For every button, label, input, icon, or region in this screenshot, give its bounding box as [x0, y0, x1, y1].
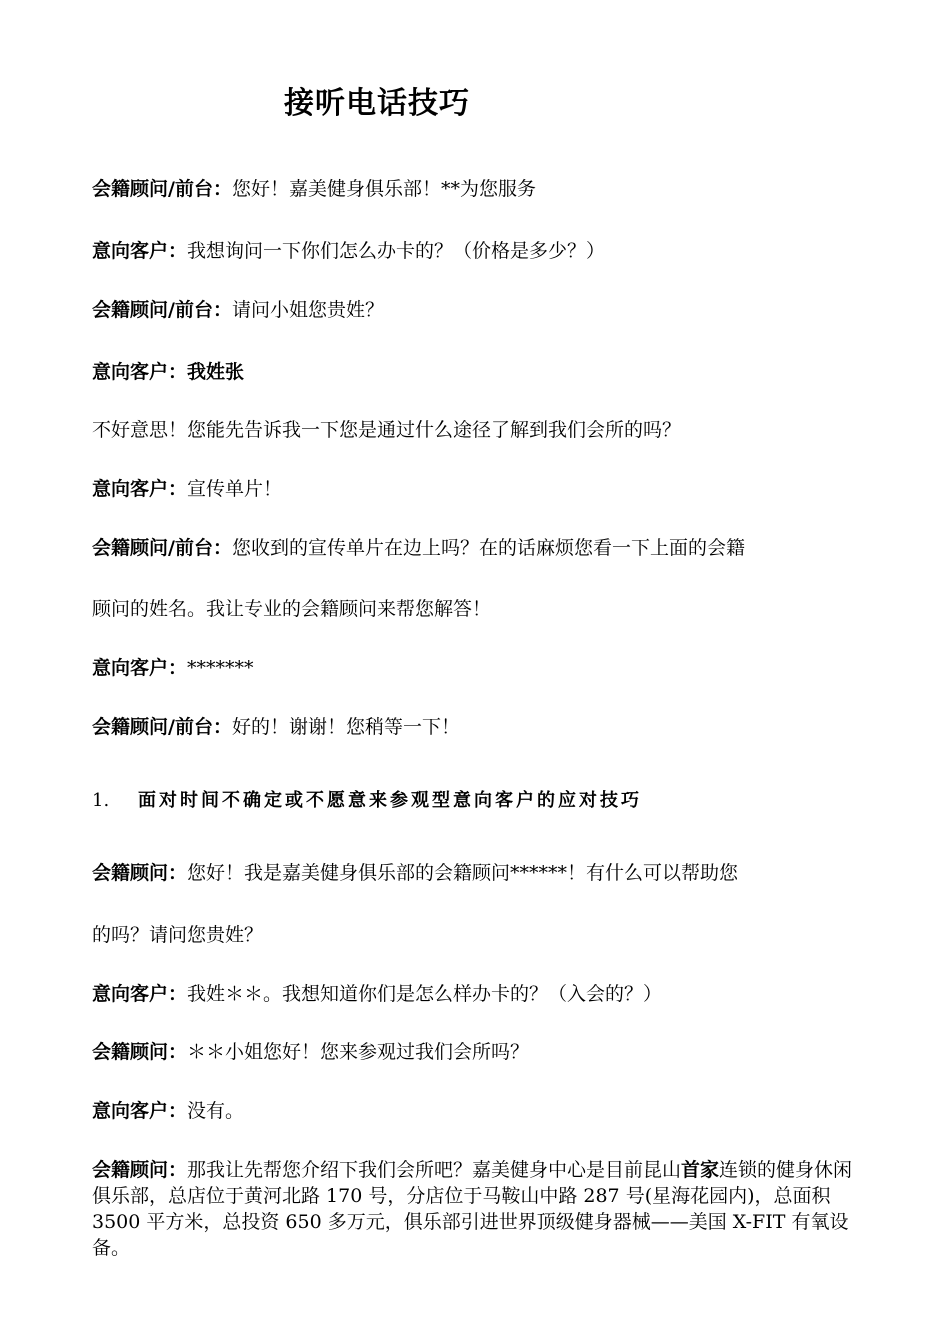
- section-heading-text: 面对时间不确定或不愿意来参观型意向客户的应对技巧: [138, 790, 642, 811]
- dialogue-line: [92, 1098, 244, 1124]
- speaker-label: 会籍顾问/前台：: [92, 299, 232, 321]
- line-text: 您收到的宣传单片在边上吗？在的话麻烦您看一下上面的会籍: [231, 537, 745, 559]
- line-text: 您好！嘉美健身俱乐部！**为您服务: [231, 178, 536, 200]
- speaker-label: 意向客户：: [92, 1100, 188, 1122]
- line-text: 请问小姐您贵姓？: [231, 299, 384, 321]
- speaker-label: 会籍顾问/前台：: [92, 178, 232, 200]
- line-text: 您好！我是嘉美健身俱乐部的会籍顾问******！有什么可以帮助您: [187, 862, 739, 884]
- section-heading: [92, 786, 642, 812]
- speaker-label: 会籍顾问/前台：: [92, 537, 232, 559]
- speaker-label: 意向客户：: [92, 478, 188, 500]
- speaker-label: 会籍顾问：: [92, 862, 188, 884]
- line-text: 不好意思！您能先告诉我一下您是通过什么途径了解到我们会所的吗？: [92, 419, 682, 441]
- paragraph-text: 那我让先帮您介绍下我们会所吧？嘉美健身中心是目前昆山: [187, 1159, 682, 1181]
- line-text: 好的！谢谢！您稍等一下！: [231, 716, 460, 738]
- dialogue-line: [92, 981, 662, 1007]
- dialogue-line: [92, 417, 681, 443]
- dialogue-line: [92, 476, 282, 502]
- speaker-label: 意向客户：我姓张: [92, 361, 245, 383]
- line-text: *******: [187, 657, 254, 679]
- section-number: 1.: [92, 790, 110, 811]
- line-text: 我姓＊＊。我想知道你们是怎么样办卡的？（入会的？）: [187, 983, 663, 1005]
- speaker-label: 意向客户：: [92, 657, 188, 679]
- dialogue-line: [92, 596, 491, 622]
- club-intro-paragraph: [92, 1157, 862, 1261]
- speaker-label: 会籍顾问：: [92, 1159, 188, 1181]
- dialogue-line: [92, 922, 263, 948]
- dialogue-line: [92, 297, 384, 323]
- line-text: ＊＊小姐您好！您来参观过我们会所吗？: [187, 1041, 530, 1063]
- dialogue-line: [92, 535, 745, 561]
- emphasis-text: 首家: [681, 1159, 720, 1181]
- paragraph-text: 连锁的健身休闲俱乐部，总店位于黄河北路 170 号，分店位于马鞍山中路 287 号(星海花园内)，总面积 3500 平方米，总投资 650 多万元，俱乐部引进世界顶级健身器械——美国 X-FIT 有氧设备。: [92, 1159, 853, 1259]
- dialogue-line: [92, 359, 244, 385]
- dialogue-line: [92, 1039, 529, 1065]
- dialogue-line: [92, 176, 536, 202]
- dialogue-line: [92, 238, 605, 264]
- document-title: 接听电话技巧: [284, 86, 470, 121]
- line-text: 没有。: [187, 1100, 245, 1122]
- line-text: 宣传单片！: [187, 478, 283, 500]
- speaker-label: 会籍顾问/前台：: [92, 716, 232, 738]
- speaker-label: 意向客户：: [92, 983, 188, 1005]
- dialogue-line: [92, 860, 738, 886]
- line-text: 我想询问一下你们怎么办卡的？（价格是多少？）: [187, 240, 606, 262]
- dialogue-line: [92, 714, 460, 740]
- speaker-label: 会籍顾问：: [92, 1041, 188, 1063]
- speaker-label: 意向客户：: [92, 240, 188, 262]
- line-text: 的吗？请问您贵姓？: [92, 924, 264, 946]
- dialogue-line: [92, 655, 254, 681]
- line-text: 顾问的姓名。我让专业的会籍顾问来帮您解答！: [92, 598, 492, 620]
